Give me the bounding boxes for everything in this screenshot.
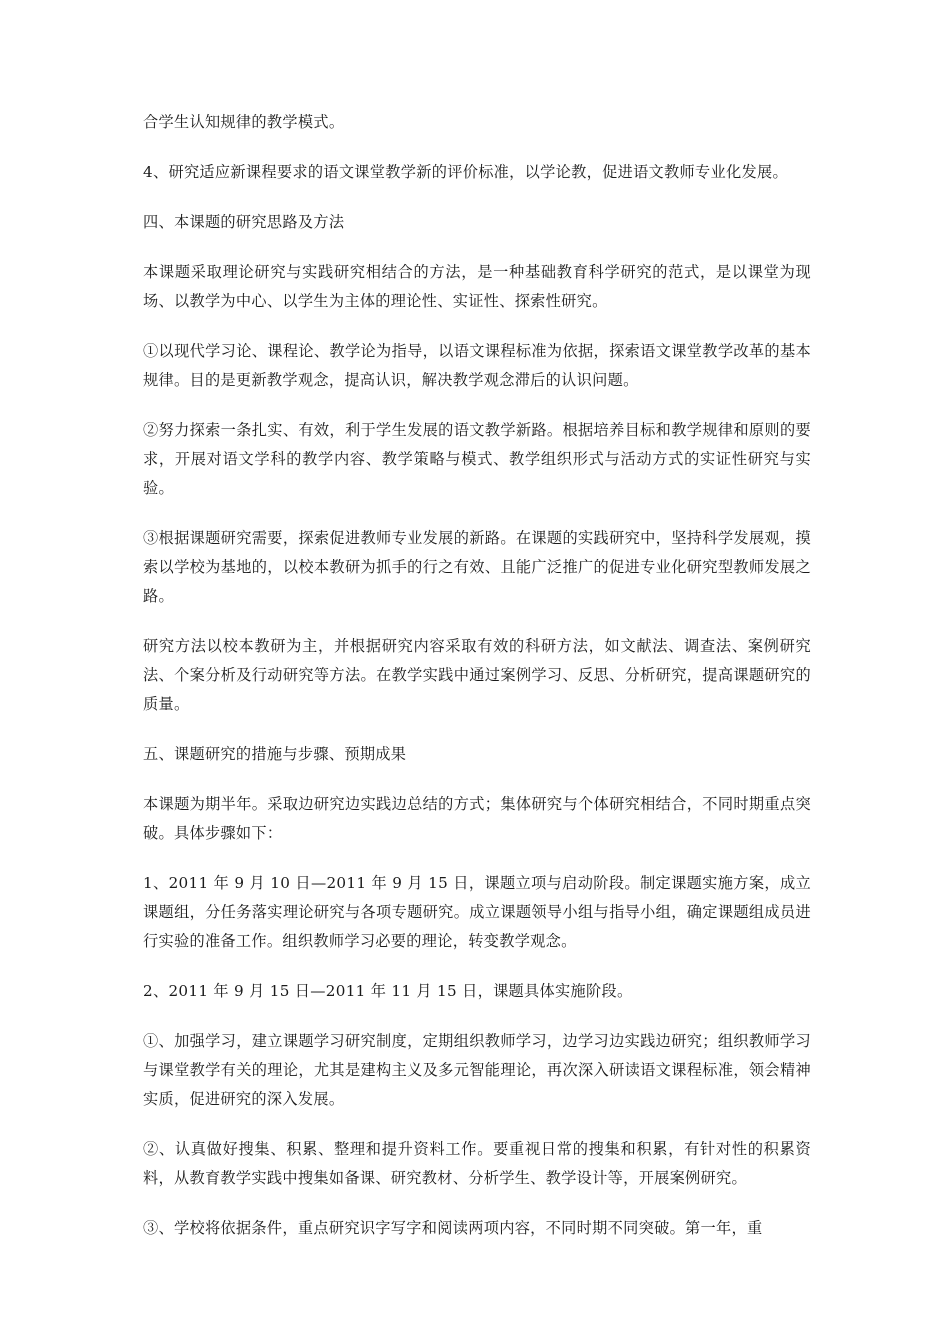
paragraph-5: ②努力探索一条扎实、有效，利于学生发展的语文教学新路。根据培养目标和教学规律和原则的要求，开展对语文学科的教学内容、教学策略与模式、教学组织形式与活动方式的实证性研究与实验。: [143, 421, 811, 497]
paragraph-4: ①以现代学习论、课程论、教学论为指导，以语文课程标准为依据，探索语文课堂教学改革的基本规律。目的是更新教学观念，提高认识，解决教学观念滞后的认识问题。: [143, 342, 811, 389]
paragraph-6: ③根据课题研究需要，探索促进教师专业发展的新路。在课题的实践研究中，坚持科学发展观，摸索以学校为基地的，以校本教研为抓手的行之有效、且能广泛推广的促进专业化研究型教师发展之路。: [143, 529, 811, 605]
paragraph-12: ②、认真做好搜集、积累、整理和提升资料工作。要重视日常的搜集和积累，有针对性的积累资料，从教育教学实践中搜集如备课、研究教材、分析学生、教学设计等，开展案例研究。: [143, 1140, 811, 1187]
document-page: [143, 108, 811, 1264]
paragraph-7: 研究方法以校本教研为主，并根据研究内容采取有效的科研方法，如文献法、调查法、案例研究法、个案分析及行动研究等方法。在教学实践中通过案例学习、反思、分析研究，提高课题研究的质量。: [143, 637, 811, 713]
paragraph-9: 1、2011 年 9 月 10 日—2011 年 9 月 15 日，课题立项与启动阶段。制定课题实施方案，成立课题组，分任务落实理论研究与各项专题研究。成立课题领导小组与指导小组，确定课题组成员进行实验的准备工作。组织教师学习必要的理论，转变教学观念。: [143, 874, 811, 950]
paragraph-2: 4、研究适应新课程要求的语文课堂教学新的评价标准，以学论教，促进语文教师专业化发展。: [143, 163, 788, 181]
paragraph-10: 2、2011 年 9 月 15 日—2011 年 11 月 15 日，课题具体实施阶段。: [143, 982, 633, 1000]
section-heading-5: 五、课题研究的措施与步骤、预期成果: [143, 745, 407, 763]
paragraph-8: 本课题为期半年。采取边研究边实践边总结的方式；集体研究与个体研究相结合，不同时期重点突破。具体步骤如下：: [143, 795, 811, 842]
paragraph-1: 合学生认知规律的教学模式。: [143, 113, 345, 131]
paragraph-13: ③、学校将依据条件，重点研究识字写字和阅读两项内容，不同时期不同突破。第一年，重: [143, 1219, 763, 1237]
paragraph-11: ①、加强学习，建立课题学习研究制度，定期组织教师学习，边学习边实践边研究；组织教师学习与课堂教学有关的理论，尤其是建构主义及多元智能理论，再次深入研读语文课程标准，领会精神实质，促进研究的深入发展。: [143, 1032, 811, 1108]
section-heading-4: 四、本课题的研究思路及方法: [143, 213, 345, 231]
paragraph-3: 本课题采取理论研究与实践研究相结合的方法，是一种基础教育科学研究的范式，是以课堂为现场、以教学为中心、以学生为主体的理论性、实证性、探索性研究。: [143, 263, 811, 310]
